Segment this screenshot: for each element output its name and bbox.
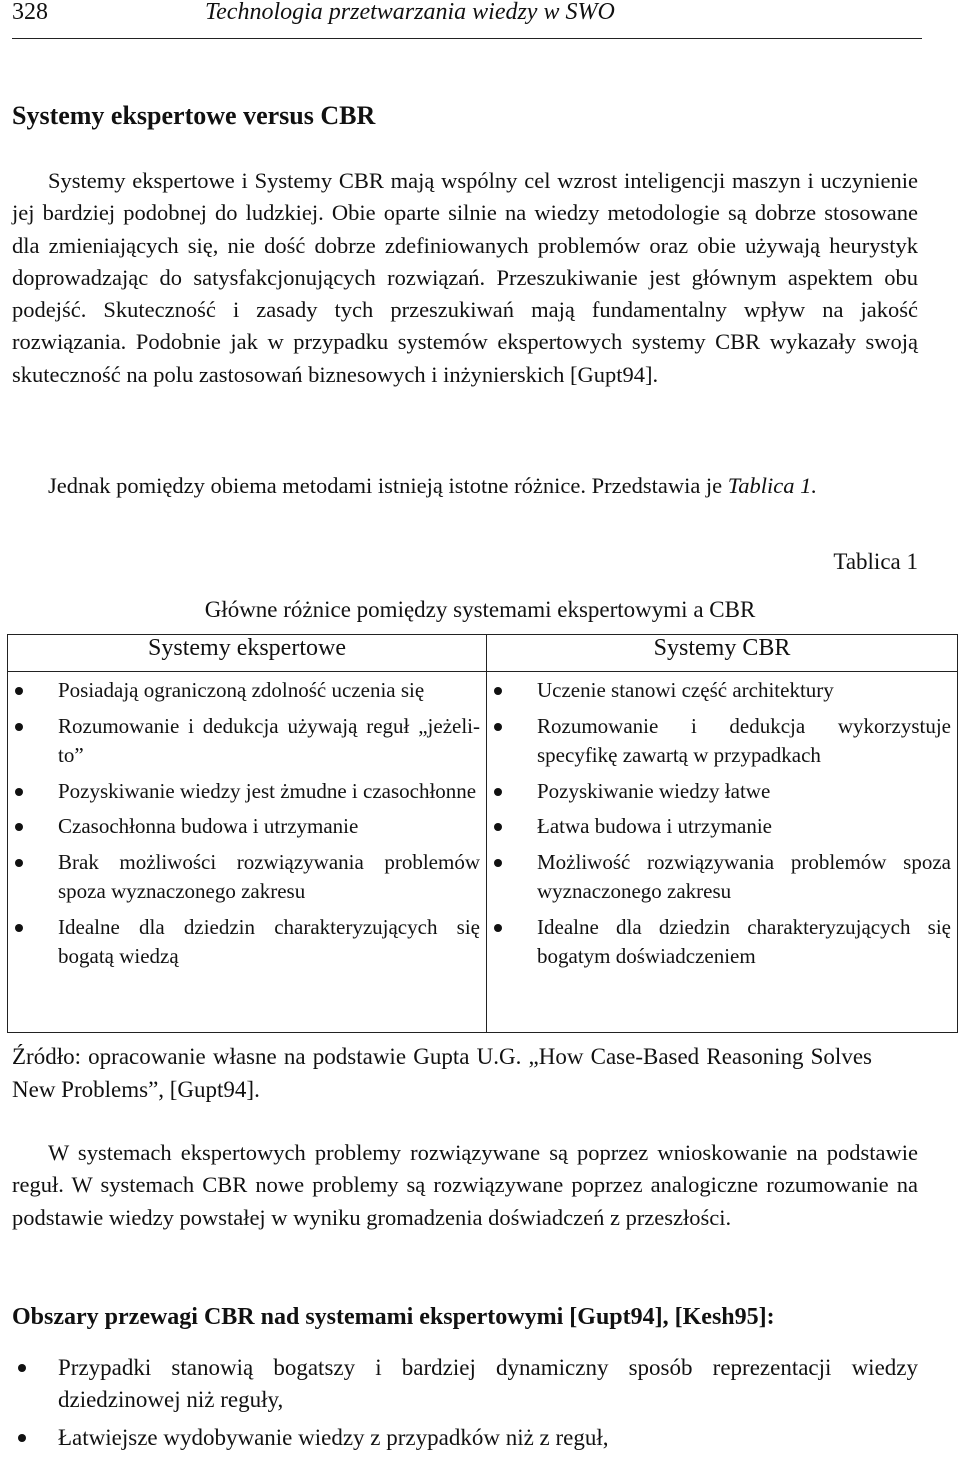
cbr-systems-column [487,672,958,1033]
bullet-icon [15,687,23,695]
col-header-expert-systems: Systemy ekspertowe [8,635,487,672]
list-item [487,913,951,972]
table-source-note: Źródło: opracowanie własne na podstawie Gupta U.G. „How Case-Based Reasoning Solves New Problems”, [Gupt94]. [12,1044,872,1102]
list-item-text: Czasochłonna budowa i utrzymanie [58,814,359,838]
list-item [12,1352,918,1416]
running-title: Technologia przetwarzania wiedzy w SWO [205,0,615,25]
list-item [8,712,480,771]
paragraph-differences [12,470,918,502]
list-item [8,676,480,706]
list-item-text: Posiadają ograniczoną zdolność uczenia się [58,678,425,702]
list-item-text: Możliwość rozwiązywania problemów spoza wyznaczonego zakresu [537,849,951,903]
comparison-table [7,634,958,1033]
list-item-text: Idealne dla dziedzin charakteryzujących się bogatą wiedzą [58,914,480,968]
bullet-icon [18,1364,26,1372]
list-item [8,913,480,972]
bullet-icon [15,723,23,731]
list-item-text: Brak możliwości rozwiązywania problemów spoza wyznaczonego zakresu [58,849,480,903]
list-item [487,712,951,771]
list-item-text: Pozyskiwanie wiedzy jest żmudne i czasochłonne [58,778,477,803]
paragraph-intro-text: Systemy ekspertowe i Systemy CBR mają wspólny cel wzrost inteligencji maszyn i uczynienie jej bardziej podobnej do ludzkiej. Obie oparte silnie na wiedzy metodologie są dobrze stosowane dla zmieniających się, nie dość dobrze zdefiniowanych problemów oraz obie używają heurystyk doprowadzając do satysfakcjonujących rozwiązań. Przeszukiwanie jest głównym aspektem obu podejść. Skuteczność i zasady tych przeszukiwań mają fundamentalny wpływ na jakość rozwiązania. Podobnie jak w przypadku systemów ekspertowych systemy CBR wykazały swoją skuteczność na polu zastosowań biznesowych i inżynierskich [Gupt94]. [12,168,918,387]
list-item [487,777,951,807]
page-number: 328 [12,0,48,25]
expert-systems-list [8,672,486,972]
table-reference: Tablica 1. [727,473,817,498]
table-caption: Główne różnice pomiędzy systemami ekspertowymi a CBR [204,597,756,622]
bullet-icon [15,859,23,867]
list-item [8,812,480,842]
running-header [12,0,922,39]
table-body-row [8,672,958,1033]
list-item [487,848,951,907]
list-item-text: Przypadki stanowią bogatszy i bardziej dynamiczny sposób reprezentacji wiedzy dziedzinowej niż reguły, [58,1355,918,1412]
table-header-row [8,635,958,672]
paragraph-differences-text: Jednak pomiędzy obiema metodami istnieją istotne różnice. Przedstawia je [48,473,728,498]
list-item-text: Rozumowanie i dedukcja wykorzystuje specyfikę zawartą w przypadkach [537,713,951,767]
list-item-text: Uczenie stanowi część architektury [537,678,834,702]
bullet-icon [494,924,502,932]
bullet-icon [494,859,502,867]
list-item [12,1422,918,1454]
col-header-cbr-systems: Systemy CBR [487,635,958,672]
bullet-icon [494,788,502,796]
bullet-icon [494,823,502,831]
expert-systems-column [8,672,487,1033]
section-heading-2: Obszary przewagi CBR nad systemami ekspertowymi [Gupt94], [Kesh95]: [12,1304,775,1330]
table-label: Tablica 1 [833,549,918,574]
list-item [487,676,951,706]
section-heading-1: Systemy ekspertowe versus CBR [12,101,376,130]
bullet-icon [15,823,23,831]
bullet-icon [15,788,23,796]
bullet-icon [494,687,502,695]
advantages-list [12,1352,918,1460]
bullet-icon [494,723,502,731]
bullet-icon [18,1434,26,1442]
list-item [8,777,480,807]
list-item-text: Rozumowanie i dedukcja używają reguł „jeżeli-to” [58,713,480,767]
list-item [8,848,480,907]
list-item-text: Łatwa budowa i utrzymanie [537,814,772,838]
paragraph-reasoning [12,1137,918,1234]
paragraph-reasoning-text: W systemach ekspertowych problemy rozwiązywane są poprzez wnioskowanie na podstawie reguł. W systemach CBR nowe problemy są rozwiązywane poprzez analogiczne rozumowanie na podstawie wiedzy powstałej w wyniku gromadzenia doświadczeń z przeszłości. [12,1140,918,1230]
bullet-icon [15,924,23,932]
cbr-systems-list [487,672,957,972]
list-item [487,812,951,842]
list-item-text: Łatwiejsze wydobywanie wiedzy z przypadków niż z reguł, [58,1425,609,1450]
list-item-text: Pozyskiwanie wiedzy łatwe [537,778,771,803]
paragraph-intro [12,165,918,391]
list-item-text: Idealne dla dziedzin charakteryzujących się bogatym doświadczeniem [537,914,951,968]
